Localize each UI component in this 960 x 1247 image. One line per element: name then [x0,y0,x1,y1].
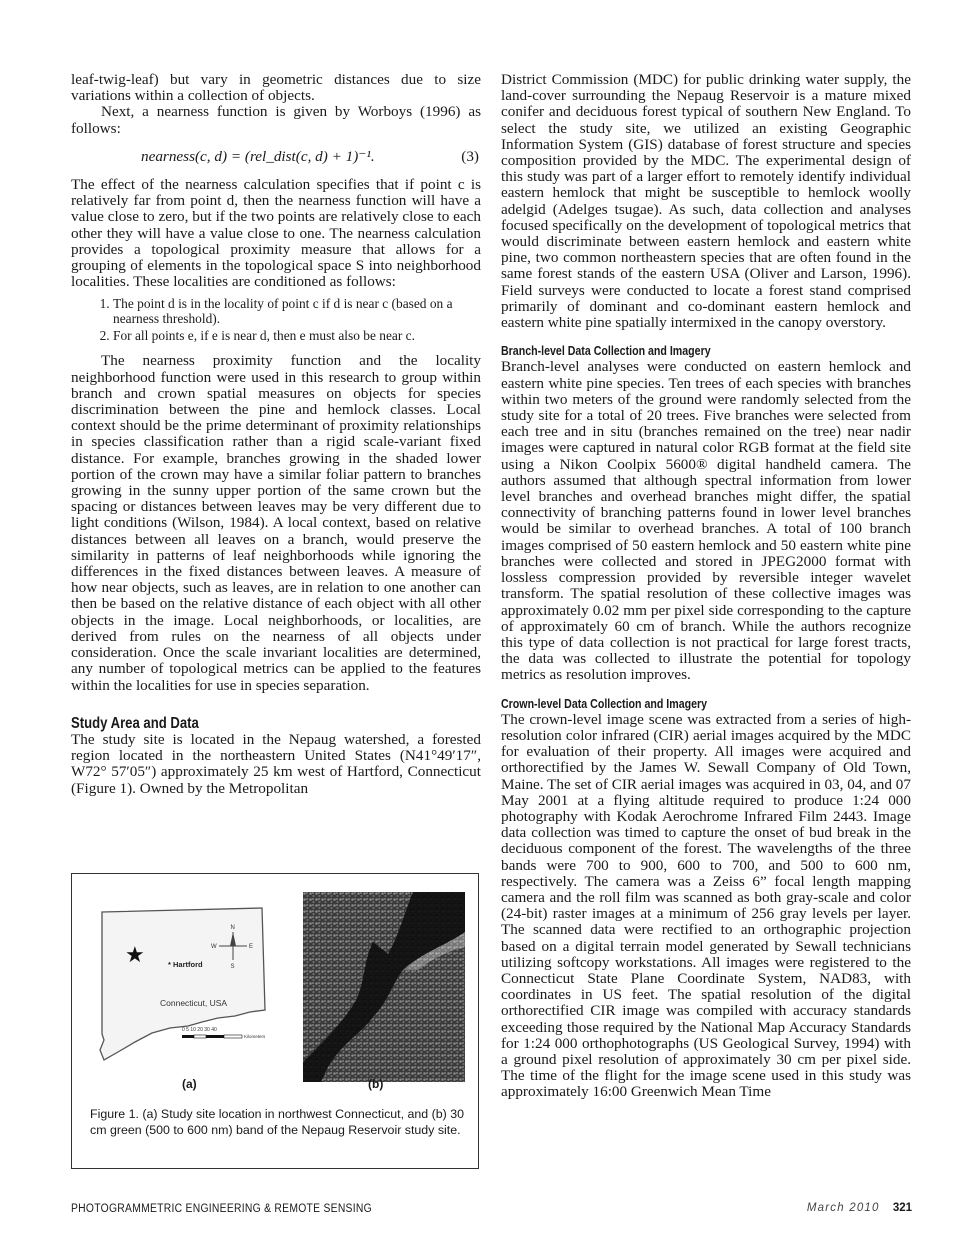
map-graphic [90,892,278,1082]
paragraph: Next, a nearness function is given by Worboys (1996) as follows: [71,103,481,137]
right-column [501,72,911,1101]
paragraph: The effect of the nearness calculation specifies that if point c is relatively far from point d, then the nearness function will have a value close to zero, but if the two points are relatively close to each other they will have a value close to one. The nearness calculation provides a topological proximity measure that allows for a grouping of elements in the topological space S into neighborhood localities. These localities are conditioned as follows: [71,176,481,291]
city-label: * Hartford [168,960,203,969]
panel-label-a: (a) [182,1077,197,1091]
issue-date: March 2010 [806,1202,880,1214]
left-column [71,72,481,797]
study-site-star: ★ [125,942,145,967]
conditions-list [71,296,481,343]
svg-text:Kilometers: Kilometers [244,1034,266,1039]
equation-expression: nearness(c, d) = (rel_dist(c, d) + 1)⁻¹. [141,147,375,165]
page-number: 321 [892,1202,912,1214]
paragraph: leaf-twig-leaf) but vary in geometric distances due to size variations within a collection of objects. [71,71,481,105]
paragraph: The nearness proximity function and the locality neighborhood function were used in this research to group within branch and crown spatial measures on objects for species discrimination between the pine and hemlock classes. Local context should be the prime determinant of proximity relationships in species classification rather than a rigid scale-variant fixed distance. For example, branches growing in the shaded lower portion of the crown may have a similar foliar pattern to branches growing in the sunny upper portion of the same crown but the spacing or distances between leaves may be very different due to light conditions (Wilson, 1984). A local context, based on relative distances between all leaves on a branch, would preserve the similarity in patterns of leaf neighborhoods while ignoring the differences in the fixed distances between leaves. A measure of how near objects, such as leaves, are in relation to one another can then be based on the relative distance of each object with all other objects in the image. Local neighborhoods, or localities, are derived from rules on the nearness of all objects under consideration. Once the scale invariant localities are determined, any number of topological metrics can be applied to the features within the localities for use in species separation. [71,352,481,694]
paragraph: Branch-level analyses were conducted on eastern hemlock and eastern white pine species. Ten trees of each species with branches within two meters of the ground were randomly selected from the study site for a total of 20 trees. Five branches were selected from each tree and in situ (branches remained on the tree) near nadir images were captured in natural color RGB format at the field site using a Nikon Coolpix 5600® digital handheld camera. The authors assumed that although spectral information from lower level branches and overhead branches might differ, the spatial connectivity of branching patterns found in lower level branches would be similar to overhead branches. A total of 100 branch images comprised of 50 eastern hemlock and 50 eastern white pine branches were collected and stored in JPEG2000 format with lossless compression provided by reversible integer wavelet transform. The spatial resolution of these collective images was approximately 0.02 mm per pixel side corresponding to the capture of approximately 60 cm of branch. While the authors recognize this type of data collection is not practical for large forest tracts, the data was collected to illustrate the potential for topology metrics as resolution improves. [501,358,911,684]
journal-name: PHOTOGRAMMETRIC ENGINEERING & REMOTE SENSING [71,1203,372,1215]
state-label: Connecticut, USA [160,998,228,1008]
subsection-heading: Branch-level Data Collection and Imagery [501,344,711,359]
svg-text:W: W [211,944,217,950]
figure-caption: Figure 1. (a) Study site location in northwest Connecticut, and (b) 30 cm green (500 to 600 nm) band of the Nepaug Reservoir study site. [90,1107,464,1137]
list-item: 1. The point d is in the locality of point c if d is near c (based on a nearness threshold). [113,296,481,326]
figure-1 [71,873,479,1169]
equation-number: (3) [461,147,479,165]
section-heading: Study Area and Data [71,714,199,732]
equation-3 [71,149,481,165]
svg-text:E: E [249,944,254,950]
svg-text:N: N [230,925,235,931]
paragraph: The crown-level image scene was extracted from a series of high-resolution color infrared (CIR) aerial images acquired by the MDC for evaluation of their property. All images were acquired and orthorectified by the James W. Sewall Company of Old Town, Maine. The set of CIR aerial images was acquired in 03, 04, and 07 May 2001 at a flying altitude required to produce 1:24 000 photography with Kodak Aerochrome Infrared Film 2443. Image data collection was timed to capture the onset of bud break in the deciduous component of the forest. The wavelengths of the three bands were 700 to 900, 600 to 700, and 500 to 600 nm, respectively. The camera was a Zeiss 6” focal length mapping camera and the roll film was scanned as both gray-scale and color (24-bit) raster images at a minimum of 256 gray levels per layer. The scanned data were rectified to an orthographic projection based on a digital terrain model generated by Sewall technicians utilizing softcopy workstations. All images were registered to the Connecticut State Plane Coordinate System, NAD83, with coordinates in US feet. The spatial resolution of the digital orthorectified CIR image was compiled with accuracy standards exceeding those required by the National Map Accuracy Standards for 1:24 000 orthophotographs (US Geological Survey, 1994) with a ground pixel resolution of approximately 30 cm per pixel side. The time of the flight for the image scene used in this study was approximately 16:00 Greenwich Mean Time [501,710,911,1101]
scale-bar [182,1027,266,1039]
list-item: 2. For all points e, if e is near d, then e must also be near c. [113,328,481,343]
paragraph: District Commission (MDC) for public drinking water supply, the land-cover surrounding the Nepaug Reservoir is a mature mixed conifer and deciduous forest typical of southern New England. To select the study site, we utilized an existing Geographic Information System (GIS) database of forest structure and species composition provided by the MDC. The experimental design of this study was part of a larger effort to remotely identify individual eastern hemlock that might be susceptible to hemlock woolly adelgid (Adelges tsugae). As such, data collection and analyses focused specifically on the development of topological metrics that would discriminate between eastern hemlock and eastern white pine, two common northeastern species that are often found in the same forest stands of the eastern USA (Oliver and Larson, 1996). Field surveys were conducted to locate a forest stand comprised primarily of dominant and co-dominant eastern hemlock and eastern white pine spatially intermixed in the canopy overstory. [501,71,911,332]
svg-text:0 5 10 20 30 40: 0 5 10 20 30 40 [182,1027,217,1033]
page-footer [807,1202,912,1214]
svg-text:S: S [230,964,235,970]
connecticut-map [90,892,278,1082]
reservoir-aerial-image [303,892,465,1082]
subsection-heading: Crown-level Data Collection and Imagery [501,696,708,711]
panel-label-b: (b) [368,1077,384,1091]
paragraph: The study site is located in the Nepaug watershed, a forested region located in the northeastern United States (N41°49′17″, W72° 57′05″) approximately 25 km west of Hartford, Connecticut (Figure 1). Owned by the Metropolitan [71,730,481,797]
